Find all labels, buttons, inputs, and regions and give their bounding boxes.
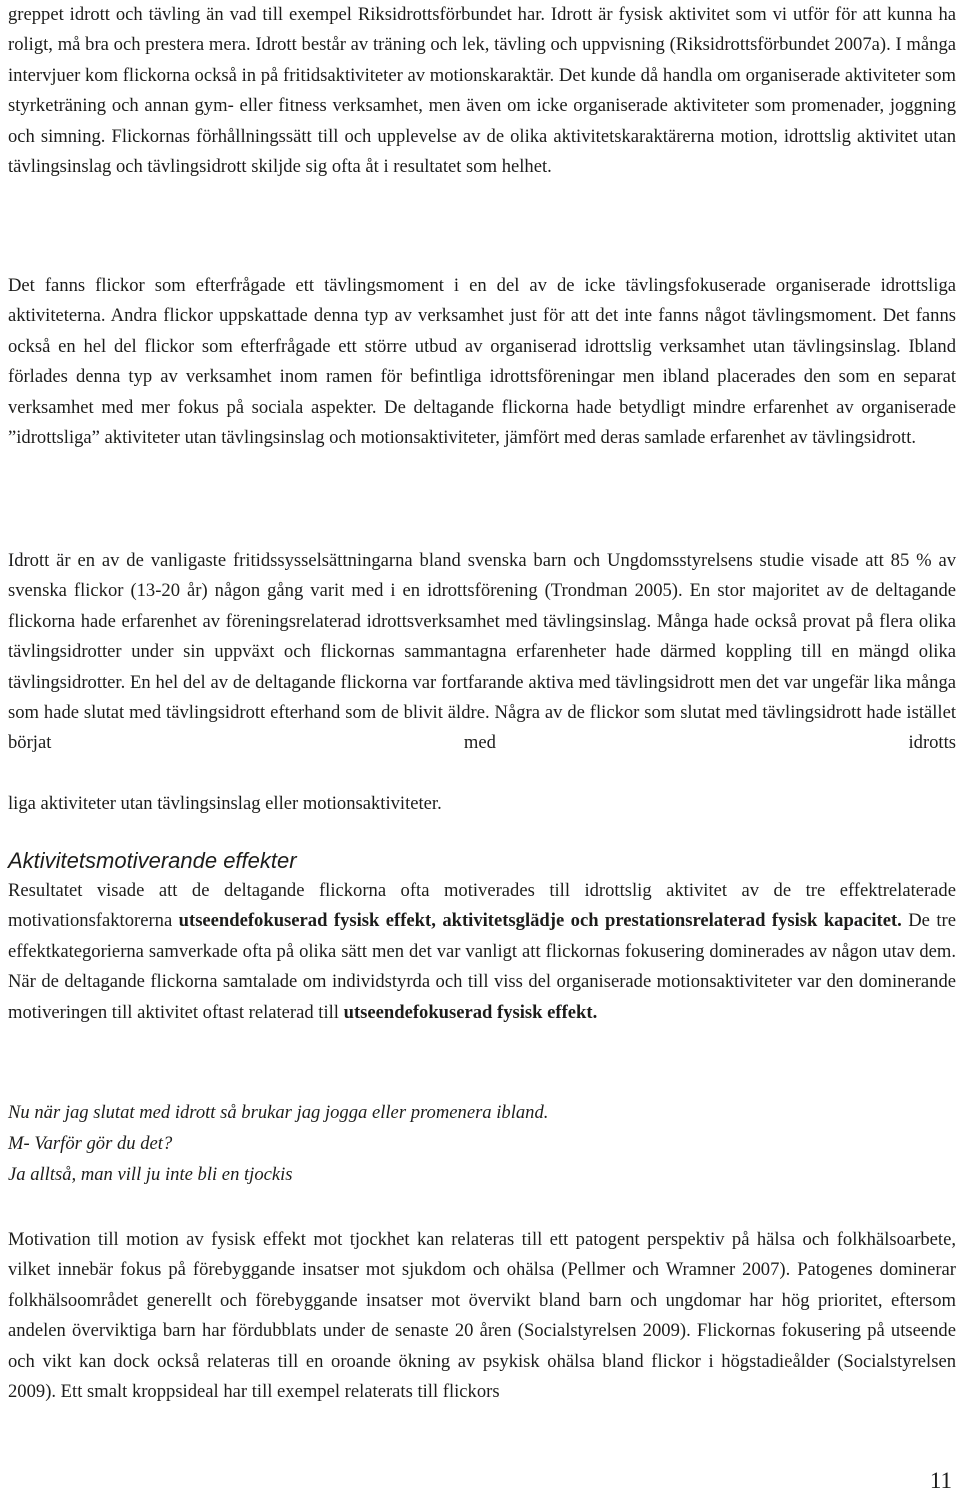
section-heading: Aktivitetsmotiverande effekter [8,848,297,873]
quote-line-1: Nu när jag slutat med idrott så brukar jag jogga eller promenera ibland. [8,1102,549,1123]
body-paragraph-4-intro: Resultatet visade att de deltagande flickorna ofta motiverades till idrottslig aktivitet av de tre effektrelaterade motivationsfaktorerna [8,880,956,932]
body-paragraph-4 [8,876,956,1028]
body-paragraph-5: Motivation till motion av fysisk effekt mot tjockhet kan relateras till ett patogent perspektiv på hälsa och folkhälsoarbete, vilket innebär fokus på förebyggande insatser mot sjukdom och ohälsa (Pellmer och Wramner 2007). Patogenes dominerar folkhälsoområdet generellt och förebyggande insatser mot övervikt bland barn och ungdomar har hög prioritet, eftersom andelen överviktiga barn har fördubblats under de senaste 20 åren (Socialstyrelsen 2009). Flickornas fokusering på utseende och vikt kan dock också relateras till en oroande ökning av psykisk ohälsa bland flickor i högstadieålder (Socialstyrelsen 2009). Ett smalt kroppsideal har till exempel relaterats till flickors [8,1229,956,1403]
emphasis-appearance-effect: utseendefokuserad fysisk effekt. [343,1001,598,1023]
interview-quote [8,1097,548,1190]
body-paragraph-2: Det fanns flickor som efterfrågade ett tävlingsmoment i en del av de icke tävlingsfokuserade organiserade idrottsliga aktiviteterna. Andra flickor uppskattade denna typ av verksamhet just för att det inte fanns något tävlingsmoment. Det fanns också en hel del flickor som efterfrågade ett större utbud av organiserad idrottslig verksamhet utan tävlingsinslag. Ibland förlades denna typ av verksamhet inom ramen för befintliga idrottsföreningar men ibland placerades den som en separat verksamhet med mer fokus på sociala aspekter. De deltagande flickorna hade betydligt mindre erfarenhet av organiserade ”idrottsliga” aktiviteter utan tävlingsinslag och motionsaktiviteter, jämfört med deras samlade erfarenhet av tävlingsidrott. [8,275,956,449]
body-paragraph-3-text: Idrott är en av de vanligaste fritidssysselsättningarna bland svenska barn och Ungdomsstyrelsens studie visade att 85 % av svenska flickor (13-20 år) någon gång varit med i en idrottsförening (Trondman 2005). En stor majoritet av de deltagande flickorna hade erfarenhet av föreningsrelaterad idrottsverksamhet med tävlingsinslag. Många hade också provat på flera olika tävlingsidrotter under sin uppväxt och flickornas sammantagna erfarenheter hade därmed koppling till en mängd olika tävlingsidrotter. En hel del av de deltagande flickorna var fortfarande aktiva med tävlingsidrott men det var ungefär lika många som hade slutat med tävlingsidrott efterhand som de blivit äldre. Några av de flickor som slutat med tävlingsidrott hade istället börjat med idrotts [8,550,956,754]
body-paragraph-3-continuation: liga aktiviteter utan tävlingsinslag eller motionsaktiviteter. [8,793,442,815]
emphasis-motivation-factors: utseendefokuserad fysisk effekt, aktivitetsglädje och prestationsrelaterad fysisk kapacitet. [178,910,902,932]
body-paragraph-3 [8,546,956,820]
body-paragraph-1: greppet idrott och tävling än vad till exempel Riksidrottsförbundet har. Idrott är fysisk aktivitet som vi utför för att kunna ha roligt, må bra och prestera mera. Idrott består av träning och lek, tävling och uppvisning (Riksidrottsförbundet 2007a). I många intervjuer kom flickorna också in på fritidsaktiviteter av motionskaraktär. Det kunde då handla om organiserade aktiviteter som styrketräning och annan gym- eller fitness verksamhet, men även om icke organiserade aktiviteter som promenader, joggning och simning. Flickornas förhållningssätt till och upplevelse av de olika aktivitetskaraktärerna motion, idrottslig aktivitet utan tävlingsinslag och tävlingsidrott skiljde sig ofta åt i resultatet som helhet. [8,4,956,178]
quote-line-3: Ja alltså, man vill ju inte bli en tjockis [8,1164,293,1185]
page-number: 11 [929,1468,952,1493]
quote-line-2: M- Varför gör du det? [8,1133,173,1154]
body-paragraph-4-middle: De tre effektkategorierna samverkade ofta på olika sätt men det var vanligt att flickornas fokusering dominerades av någon utav dem. När de deltagande flickorna samtalade om individstyrda och till viss del organiserade motionsaktiviteter var den dominerande motiveringen till aktivitet oftast relaterad till [8,910,957,1023]
